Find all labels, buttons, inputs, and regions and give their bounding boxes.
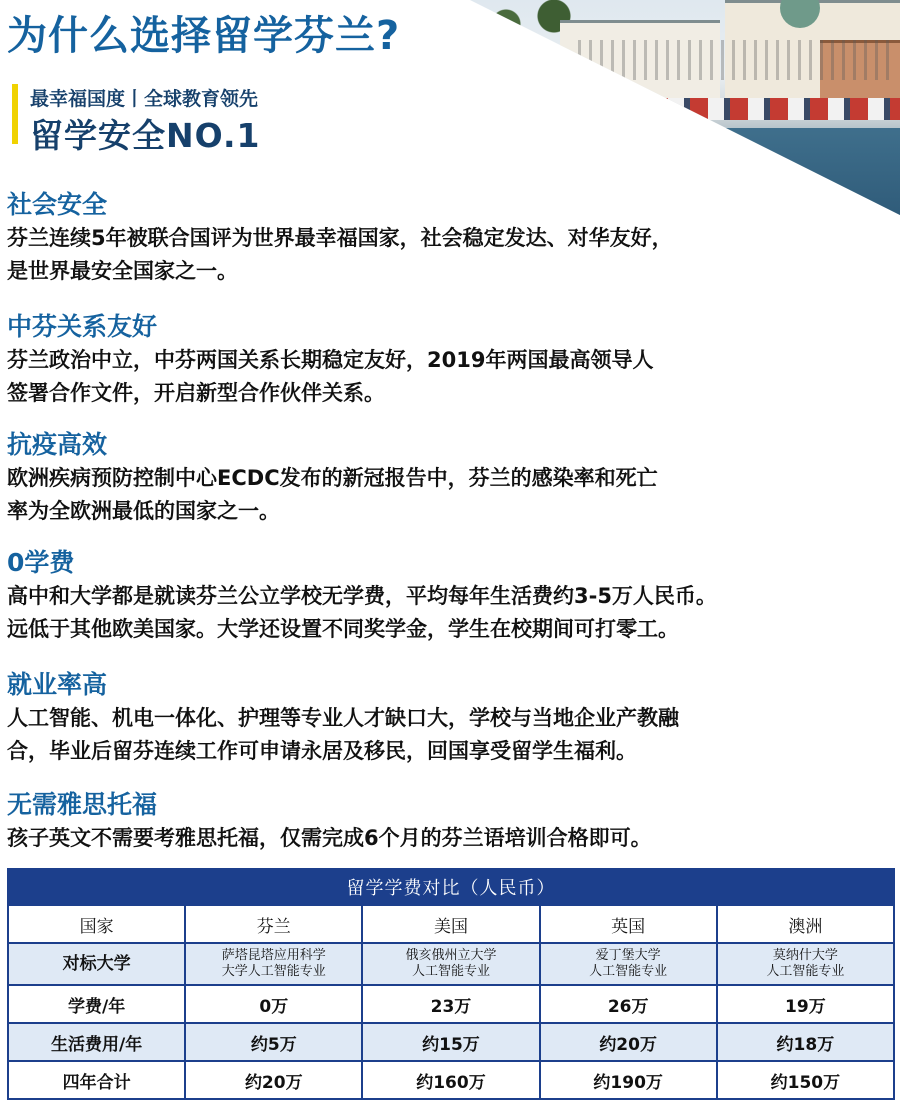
table-row-universities (8, 943, 894, 985)
table-row-countries (8, 905, 894, 943)
section-line: 人工智能、机电一体化、护理等专业人才缺口大，学校与当地企业产教融 (7, 706, 679, 730)
table-row-tuition (8, 985, 894, 1023)
table-cell: 约150万 (717, 1061, 894, 1099)
country-finland: 芬兰 (185, 905, 362, 943)
table-row-label: 对标大学 (8, 943, 185, 985)
table-cell: 约18万 (717, 1023, 894, 1061)
table-cell: 约5万 (185, 1023, 362, 1061)
country-uk: 英国 (540, 905, 717, 943)
university-name-line: 人工智能专业 (589, 964, 668, 979)
section-social-safety (7, 188, 895, 288)
table-title: 留学学费对比（人民币） (8, 869, 894, 905)
table-cell: 约190万 (540, 1061, 717, 1099)
section-heading: 无需雅思托福 (7, 790, 158, 819)
university-australia (717, 943, 894, 985)
photo-boats (650, 98, 900, 120)
table-cell: 约15万 (362, 1023, 539, 1061)
section-epidemic-control (7, 428, 895, 528)
tuition-comparison-table (7, 868, 895, 1100)
photo-windows (570, 40, 890, 80)
country-usa: 美国 (362, 905, 539, 943)
table-row-label: 四年合计 (8, 1061, 185, 1099)
section-line: 率为全欧洲最低的国家之一。 (7, 499, 280, 523)
subtitle-small: 最幸福国度丨全球教育领先 (30, 88, 259, 110)
section-line: 远低于其他欧美国家。大学还设置不同奖学金，学生在校期间可打零工。 (7, 617, 679, 641)
section-employment (7, 668, 895, 768)
section-line: 孩子英文不需要考雅思托福，仅需完成6个月的芬兰语培训合格即可。 (7, 826, 652, 850)
table-row-label: 生活费用/年 (8, 1023, 185, 1061)
table-row-four-year-total (8, 1061, 894, 1099)
university-finland (185, 943, 362, 985)
section-heading: 抗疫高效 (7, 430, 108, 459)
university-name-line: 人工智能专业 (411, 964, 490, 979)
page-title: 为什么选择留学芬兰? (7, 13, 401, 59)
table-cell: 0万 (185, 985, 362, 1023)
table-cell: 约160万 (362, 1061, 539, 1099)
table-cell: 约20万 (185, 1061, 362, 1099)
table-row-label: 国家 (8, 905, 185, 943)
section-heading: 就业率高 (7, 670, 108, 699)
university-usa (362, 943, 539, 985)
section-china-finland-relations (7, 310, 895, 410)
section-zero-tuition (7, 546, 895, 646)
section-heading: 中芬关系友好 (7, 312, 158, 341)
university-name-line: 大学人工智能专业 (221, 964, 326, 979)
section-line: 芬兰政治中立，中芬两国关系长期稳定友好，2019年两国最高领导人 (7, 348, 654, 372)
university-name-line: 俄亥俄州立大学 (405, 948, 497, 963)
table-cell: 26万 (540, 985, 717, 1023)
table-row-label: 学费/年 (8, 985, 185, 1023)
table-cell: 约20万 (540, 1023, 717, 1061)
university-name-line: 莫纳什大学 (772, 948, 838, 963)
section-line: 欧洲疾病预防控制中心ECDC发布的新冠报告中，芬兰的感染率和死亡 (7, 466, 658, 490)
accent-bar (12, 84, 18, 144)
university-name-line: 人工智能专业 (766, 964, 845, 979)
university-uk (540, 943, 717, 985)
section-line: 芬兰连续5年被联合国评为世界最幸福国家，社会稳定发达、对华友好， (7, 226, 673, 250)
section-line: 高中和大学都是就读芬兰公立学校无学费，平均每年生活费约3-5万人民币。 (7, 584, 717, 608)
university-name-line: 爱丁堡大学 (595, 948, 661, 963)
table-cell: 23万 (362, 985, 539, 1023)
table-cell: 19万 (717, 985, 894, 1023)
section-heading: 0学费 (7, 548, 75, 577)
section-heading: 社会安全 (7, 190, 108, 219)
section-line: 是世界最安全国家之一。 (7, 259, 238, 283)
subtitle-big: 留学安全NO.1 (30, 116, 261, 155)
table-row-living-cost (8, 1023, 894, 1061)
country-australia: 澳洲 (717, 905, 894, 943)
section-line: 签署合作文件，开启新型合作伙伴关系。 (7, 381, 385, 405)
university-name-line: 萨塔昆塔应用科学 (221, 948, 326, 963)
section-line: 合，毕业后留芬连续工作可申请永居及移民，回国享受留学生福利。 (7, 739, 637, 763)
section-no-ielts-toefl (7, 788, 895, 855)
